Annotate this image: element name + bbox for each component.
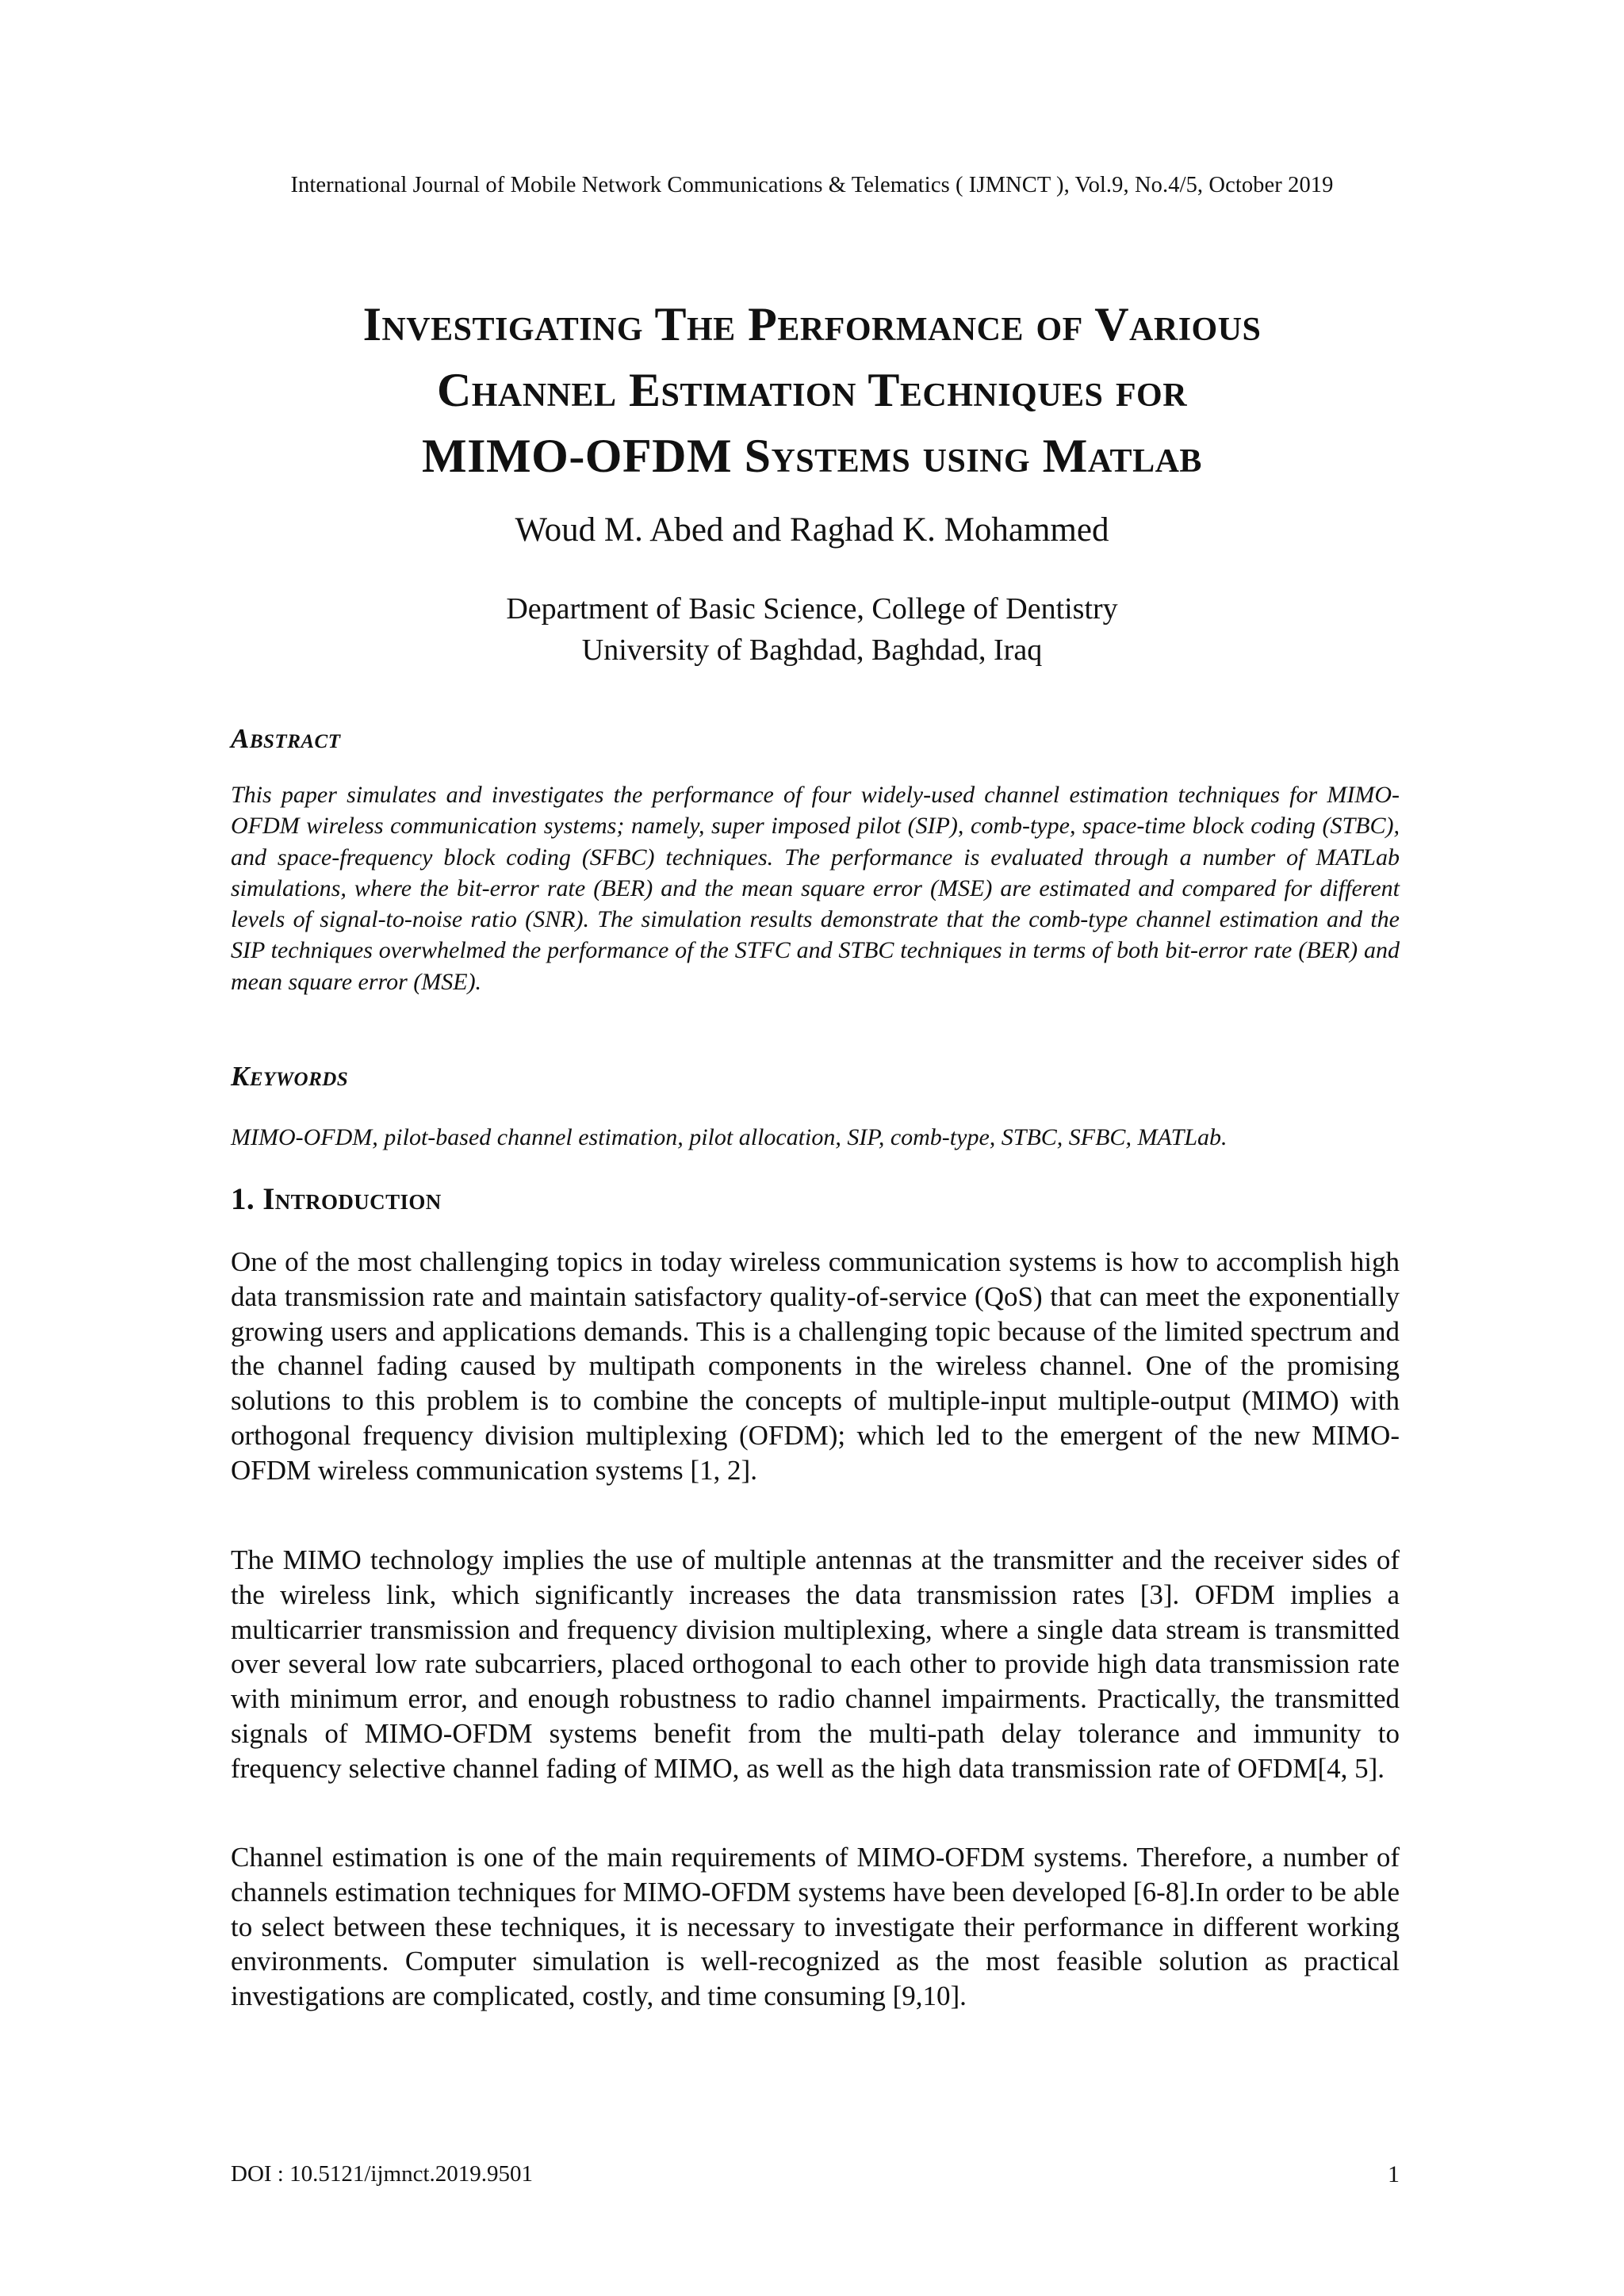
paper-authors: Woud M. Abed and Raghad K. Mohammed	[515, 511, 1109, 549]
keywords-heading: Keywords	[231, 1061, 349, 1092]
introduction-paragraph-3: Channel estimation is one of the main requirements of MIMO-OFDM systems. Therefore, a number of channels estimation techniques for MIMO-OFDM systems have been developed [6-8].In order to be able to select between these techniques, it is necessary to investigate their performance in different working environments. Computer simulation is well-recognized as the most feasible solution as practical investigations are complicated, costly, and time consuming [9,10].	[231, 1842, 1400, 2012]
affiliation-line-1: Department of Basic Science, College of Dentistry	[506, 592, 1118, 626]
author-affiliation	[0, 588, 1624, 671]
page-number: 1	[1388, 2161, 1400, 2187]
affiliation-line-2: University of Baghdad, Baghdad, Iraq	[581, 633, 1043, 667]
paper-title-line-1: Investigating The Performance of Various	[362, 298, 1262, 350]
abstract-heading: Abstract	[231, 723, 341, 754]
journal-running-header: International Journal of Mobile Network Communications & Telematics ( IJMNCT ), Vol.9, No.4/5, October 2019	[290, 173, 1334, 197]
paper-title	[0, 292, 1624, 489]
keywords-text: MIMO-OFDM, pilot-based channel estimation, pilot allocation, SIP, comb-type, STBC, SFBC, MATLab.	[231, 1124, 1228, 1150]
paper-title-line-3: MIMO-OFDM Systems using Matlab	[422, 430, 1202, 482]
paper-title-line-2: Channel Estimation Techniques for	[436, 364, 1188, 416]
abstract-text: This paper simulates and investigates the performance of four widely-used channel estimation techniques for MIMO-OFDM wireless communication systems; namely, super imposed pilot (SIP), comb-type, space-time block coding (STBC), and space-frequency block coding (SFBC) techniques. The performance is evaluated through a number of MATLab simulations, where the bit-error rate (BER) and the mean square error (MSE) are estimated and compared for different levels of signal-to-noise ratio (SNR). The simulation results demonstrate that the comb-type channel estimation and the SIP techniques overwhelmed the performance of the STFC and STBC techniques in terms of both bit-error rate (BER) and mean square error (MSE).	[231, 782, 1400, 995]
introduction-paragraph-1: One of the most challenging topics in today wireless communication systems is how to accomplish high data transmission rate and maintain satisfactory quality-of-service (QoS) that can meet the exponentially growing users and applications demands. This is a challenging topic because of the limited spectrum and the channel fading caused by multipath components in the wireless channel. One of the promising solutions to this problem is to combine the concepts of multiple-input multiple-output (MIMO) with orthogonal frequency division multiplexing (OFDM); which led to the emergent of the new MIMO-OFDM wireless communication systems [1, 2].	[231, 1246, 1400, 1486]
footer-doi: DOI : 10.5121/ijmnct.2019.9501	[231, 2161, 534, 2187]
introduction-paragraph-2: The MIMO technology implies the use of multiple antennas at the transmitter and the receiver sides of the wireless link, which significantly increases the data transmission rates [3]. OFDM implies a multicarrier transmission and frequency division multiplexing, where a single data stream is transmitted over several low rate subcarriers, placed orthogonal to each other to provide high data transmission rate with minimum error, and enough robustness to radio channel impairments. Practically, the transmitted signals of MIMO-OFDM systems benefit from the multi-path delay tolerance and immunity to frequency selective channel fading of MIMO, as well as the high data transmission rate of OFDM[4, 5].	[231, 1544, 1400, 1784]
introduction-heading: 1. Introduction	[231, 1182, 442, 1216]
